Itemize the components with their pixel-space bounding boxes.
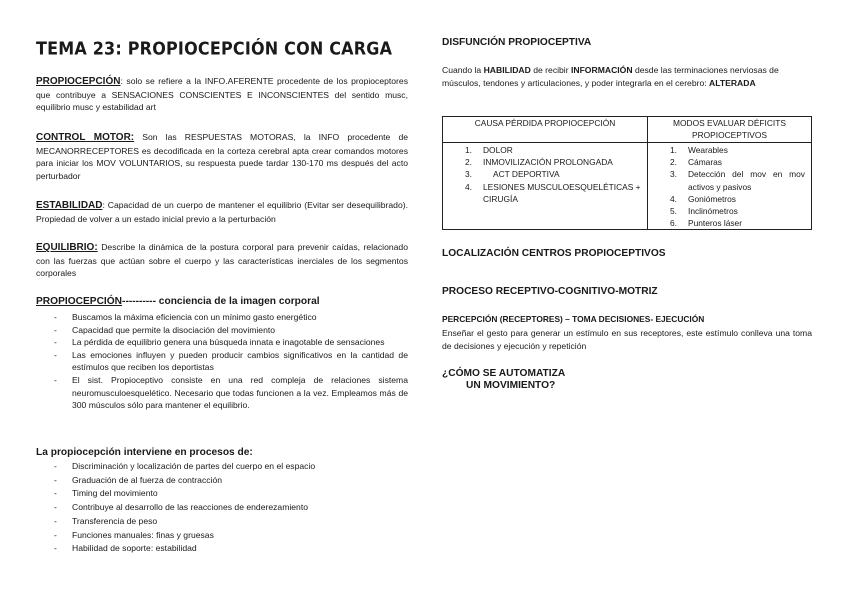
list-item: - Capacidad que permite la disociación del movimiento — [36, 324, 408, 337]
definition-term: ESTABILIDAD — [36, 200, 103, 211]
intro-text: desde las terminaciones nerviosas de músculos, tendones y articulaciones, y poder integrarla en el cerebro: — [442, 65, 779, 88]
intro-bold: HABILIDAD — [483, 65, 531, 75]
methods-cell — [648, 143, 812, 230]
section-heading-rest: ---------- conciencia de la imagen corporal — [122, 296, 320, 307]
method-text: Goniómetros — [688, 193, 736, 204]
table-header-causes: CAUSA PÉRDIDA PROPIOCEPCIÓN — [443, 117, 648, 143]
list-item: 2. Cámaras — [670, 157, 722, 168]
list-item: - Las emociones influyen y pueden producir cambios significativos en la cantidad de estímulos que reciben los deportistas — [36, 349, 408, 374]
heading-localizacion: LOCALIZACIÓN CENTROS PROPIOCEPTIVOS — [442, 248, 666, 259]
proceso-text: Enseñar el gesto para generar un estímulo en sus receptores, este estímulo conlleva una toma de decisiones y ejecución y repetición — [442, 328, 812, 351]
intro-bold: ALTERADA — [709, 77, 756, 88]
section-heading-term: PROPIOCEPCIÓN — [36, 296, 123, 307]
question-line-1: ¿CÓMO SE AUTOMATIZA — [442, 368, 566, 379]
list-item: - Discriminación y localización de partes del cuerpo en el espacio — [36, 460, 408, 474]
definition-estabilidad — [36, 199, 408, 225]
list-item: 3. ACT DEPORTIVA — [465, 169, 560, 180]
intro-text: de recibir — [530, 65, 571, 75]
list-item: 1. Wearables — [670, 145, 728, 155]
cause-text: INMOVILIZACIÓN PROLONGADA — [483, 157, 613, 168]
cause-text: ACT DEPORTIVA — [493, 169, 560, 180]
table-header-methods: MODOS EVALUAR DÉFICITS PROPIOCEPTIVOS — [648, 117, 812, 143]
definition-term: EQUILIBRIO: — [36, 242, 98, 253]
list-item: - La pérdida de equilibrio genera una búsqueda innata e inagotable de sensaciones — [36, 336, 408, 349]
section-procesos-heading: La propiocepción interviene en procesos de: — [36, 447, 253, 458]
definition-sep: : — [120, 76, 123, 86]
definition-term: PROPIOCEPCIÓN — [36, 76, 121, 87]
subheading-percepcion: PERCEPCIÓN (RECEPTORES) – TOMA DECISIONES- EJECUCIÓN — [442, 314, 705, 324]
heading-proceso: PROCESO RECEPTIVO-COGNITIVO-MOTRIZ — [442, 286, 658, 297]
method-text: Detección del mov en mov activos y pasivos — [688, 169, 805, 192]
procesos-list — [36, 460, 408, 556]
method-text: Punteros láser — [688, 218, 742, 229]
method-text: Wearables — [688, 145, 728, 155]
disfuncion-intro — [442, 64, 812, 89]
intro-bold: INFORMACIÓN — [570, 65, 633, 75]
list-item: - Graduación de al fuerza de contracción — [36, 474, 408, 488]
method-text: Cámaras — [688, 157, 722, 168]
list-item: 5. Inclinómetros — [670, 206, 738, 217]
causes-list — [443, 144, 647, 205]
definition-text: Son las RESPUESTAS MOTORAS, la INFO procedente de MECANORRECEPTORES es decodificada en la corteza cerebral apta crear comandos motores para iniciar los MOV VOLUNTARIOS, su respuesta puede tardar 130-170 ms después del acto perturbador — [36, 132, 408, 181]
list-item: - Funciones manuales: finas y gruesas — [36, 529, 408, 543]
list-item: - Transferencia de peso — [36, 515, 408, 529]
page-title: TEMA 23: PROPIOCEPCIÓN CON CARGA — [36, 38, 393, 59]
list-item: - Timing del movimiento — [36, 487, 408, 501]
definition-text: Describe la dinámica de la postura corporal para prevenir caídas, relacionado con las fuerzas que actúan sobre el cuerpo y las características inerciales de los segmentos corporales — [36, 242, 408, 279]
causes-methods-table — [442, 116, 812, 230]
question-line-2: UN MOVIMIENTO? — [466, 380, 556, 391]
propiocepcion-list — [36, 311, 408, 412]
list-item: 1. DOLOR — [465, 145, 513, 155]
definition-text: solo se refiere a la INFO.AFERENTE procedente de los propioceptores que contribuye a SENSACIONES CONSCIENTES E INCONSCIENTES del sentido musc, equilibrio musc y estabilidad art — [36, 76, 408, 113]
cause-text: LESIONES MUSCULOESQUELÉTICAS + CIRUGÍA — [483, 181, 641, 204]
list-item: 4. LESIONES MUSCULOESQUELÉTICAS + CIRUGÍA — [465, 181, 641, 204]
intro-text: Cuando la — [442, 65, 484, 75]
definition-control-motor — [36, 131, 408, 182]
list-item: - El sist. Propioceptivo consiste en una red compleja de relaciones sistema neuromusculoesquelético. Necesario que todas funcionen a la vez. Empleamos más de 300 músculos sólo para mantener el equilibrio. — [36, 374, 408, 412]
list-item: 6. Punteros láser — [670, 218, 742, 229]
causes-cell — [443, 143, 648, 230]
definition-sep: : — [102, 200, 105, 210]
list-item: - Habilidad de soporte: estabilidad — [36, 542, 408, 556]
list-item: - Contribuye al desarrollo de las reacciones de enderezamiento — [36, 501, 408, 515]
list-item: 2. INMOVILIZACIÓN PROLONGADA — [465, 157, 613, 168]
cause-text: DOLOR — [483, 145, 513, 155]
list-item: 4. Goniómetros — [670, 193, 736, 204]
definition-term: CONTROL MOTOR: — [36, 132, 135, 143]
definition-text: Capacidad de un cuerpo de mantener el equilibrio (Evitar ser desequilibrado). Propiedad de volver a un estado inicial previo a la perturbación — [36, 200, 408, 224]
methods-list — [648, 144, 811, 229]
definition-equilibrio — [36, 241, 408, 280]
list-item: - Buscamos la máxima eficiencia con un mínimo gasto energético — [36, 311, 408, 324]
section-propiocepcion-heading — [36, 296, 320, 307]
list-item: 3. Detección del mov en mov activos y pasivos — [670, 169, 805, 192]
definition-propiocepcion — [36, 75, 408, 114]
method-text: Inclinómetros — [688, 206, 738, 217]
heading-disfuncion: DISFUNCIÓN PROPIOCEPTIVA — [442, 37, 592, 48]
